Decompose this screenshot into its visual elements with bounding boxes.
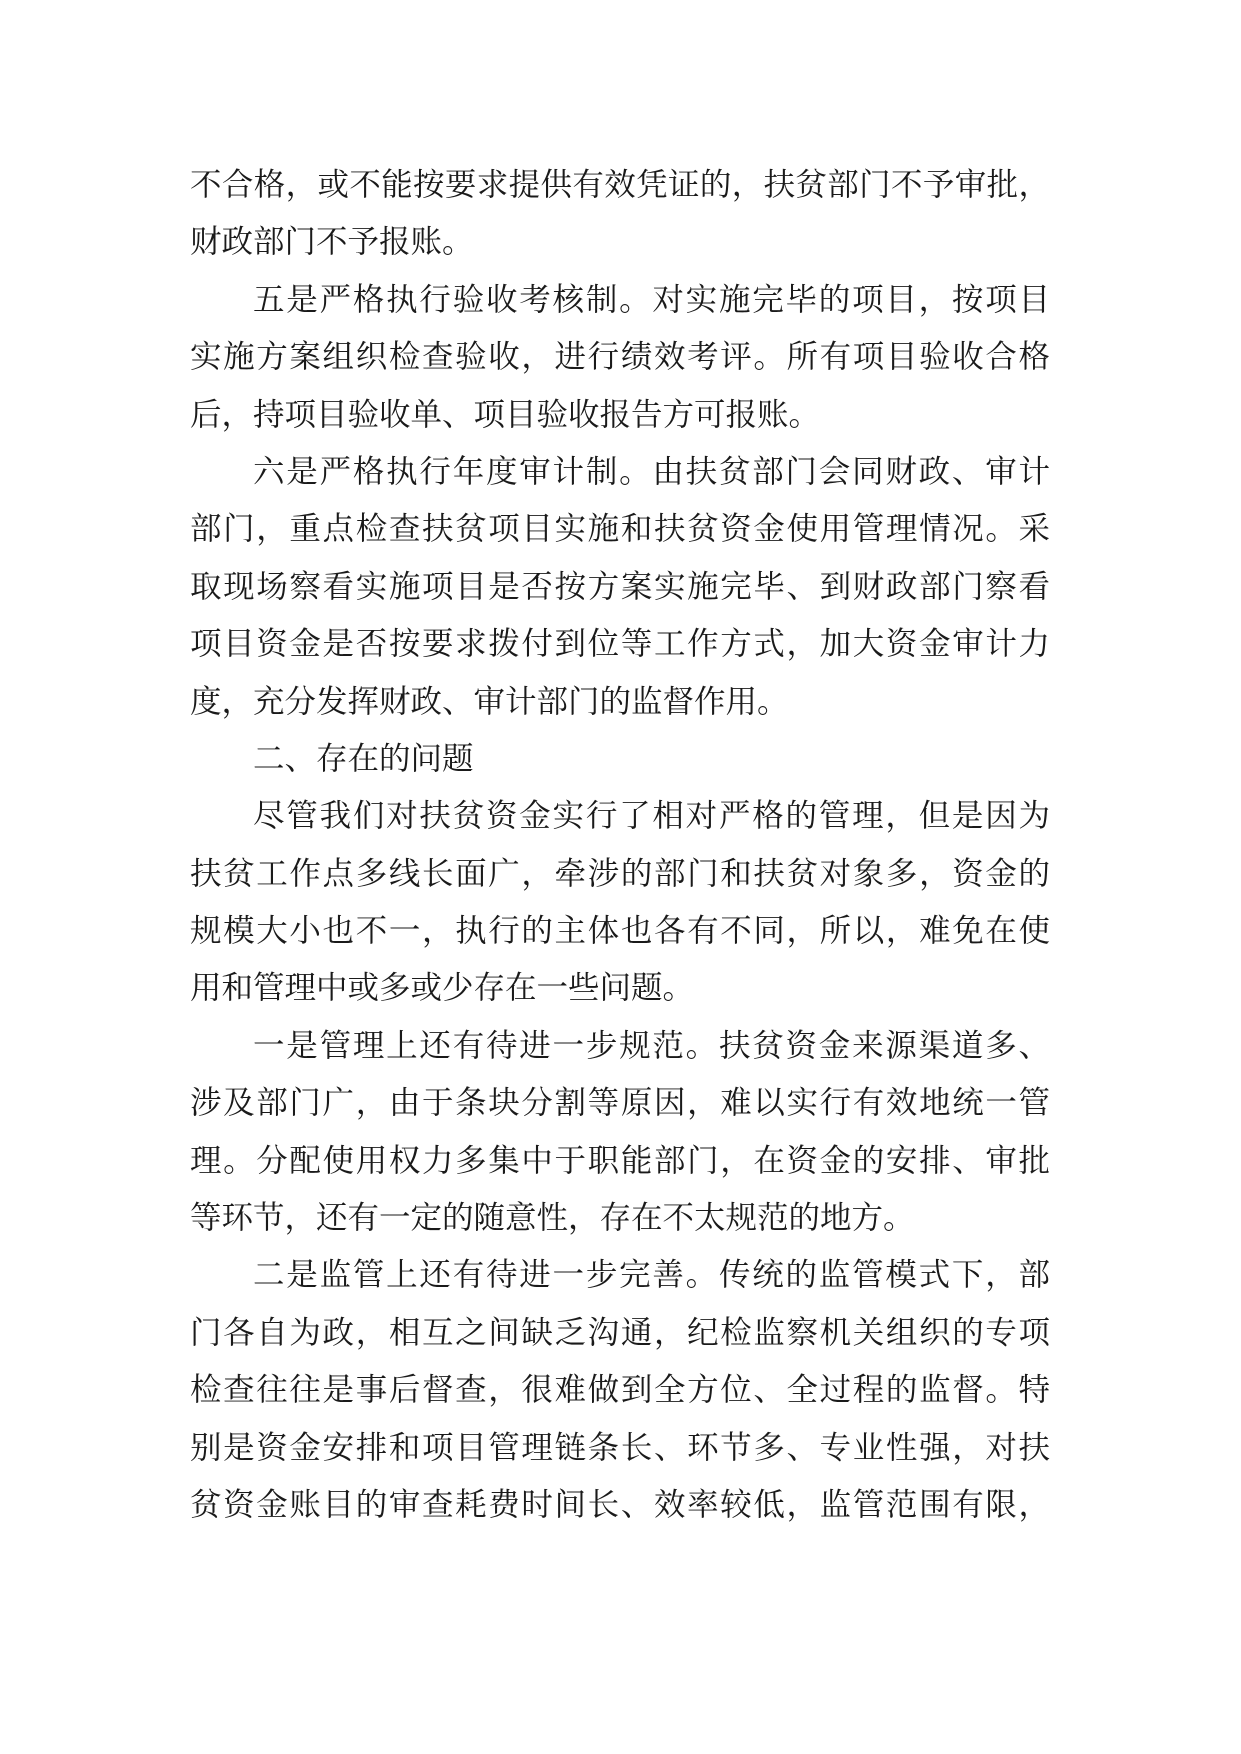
paragraph-line: 扶贫工作点多线长面广，牵涉的部门和扶贫对象多，资金的: [190, 855, 1050, 892]
paragraph-first-line: 一是管理上还有待进一步规范。扶贫资金来源渠道多、: [253, 1027, 1050, 1064]
paragraph-line: 取现场察看实施项目是否按方案实施完毕、到财政部门察看: [190, 568, 1050, 605]
paragraph-line: 项目资金是否按要求拨付到位等工作方式，加大资金审计力: [190, 626, 1050, 663]
paragraph-first-line: 五是严格执行验收考核制。对实施完毕的项目，按项目: [253, 281, 1050, 318]
paragraph-line: 门各自为政，相互之间缺乏沟通，纪检监察机关组织的专项: [190, 1314, 1050, 1351]
paragraph-line: 别是资金安排和项目管理链条长、环节多、专业性强，对扶: [190, 1429, 1050, 1466]
paragraph-line: 检查往往是事后督查，很难做到全方位、全过程的监督。特: [190, 1372, 1050, 1409]
paragraph-line: 用和管理中或多或少存在一些问题。: [190, 970, 695, 1007]
paragraph-first-line: 尽管我们对扶贫资金实行了相对严格的管理，但是因为: [253, 798, 1050, 835]
paragraph-line: 等环节，还有一定的随意性，存在不太规范的地方。: [190, 1200, 915, 1237]
paragraph-line: 不合格，或不能按要求提供有效凭证的，扶贫部门不予审批，: [190, 167, 1050, 203]
document-body: [190, 157, 1050, 1534]
paragraph-line: 理。分配使用权力多集中于职能部门，在资金的安排、审批: [190, 1142, 1050, 1179]
paragraph-first-line: 二、存在的问题: [253, 740, 474, 777]
paragraph-line: 规模大小也不一，执行的主体也各有不同，所以，难免在使: [190, 913, 1050, 950]
paragraph-line: 涉及部门广，由于条块分割等原因，难以实行有效地统一管: [190, 1085, 1050, 1122]
paragraph-first-line: 六是严格执行年度审计制。由扶贫部门会同财政、审计: [253, 453, 1050, 490]
paragraph-line: 后，持项目验收单、项目验收报告方可报账。: [190, 396, 821, 433]
paragraph-first-line: 二是监管上还有待进一步完善。传统的监管模式下，部: [253, 1257, 1050, 1294]
paragraph-line: 度，充分发挥财政、审计部门的监督作用。: [190, 683, 789, 720]
paragraph-line: 贫资金账目的审查耗费时间长、效率较低，监管范围有限，: [190, 1486, 1050, 1523]
paragraph-line: 部门，重点检查扶贫项目实施和扶贫资金使用管理情况。采: [190, 511, 1050, 548]
paragraph-line: 财政部门不予报账。: [190, 224, 474, 261]
paragraph-line: 实施方案组织检查验收，进行绩效考评。所有项目验收合格: [190, 339, 1050, 376]
